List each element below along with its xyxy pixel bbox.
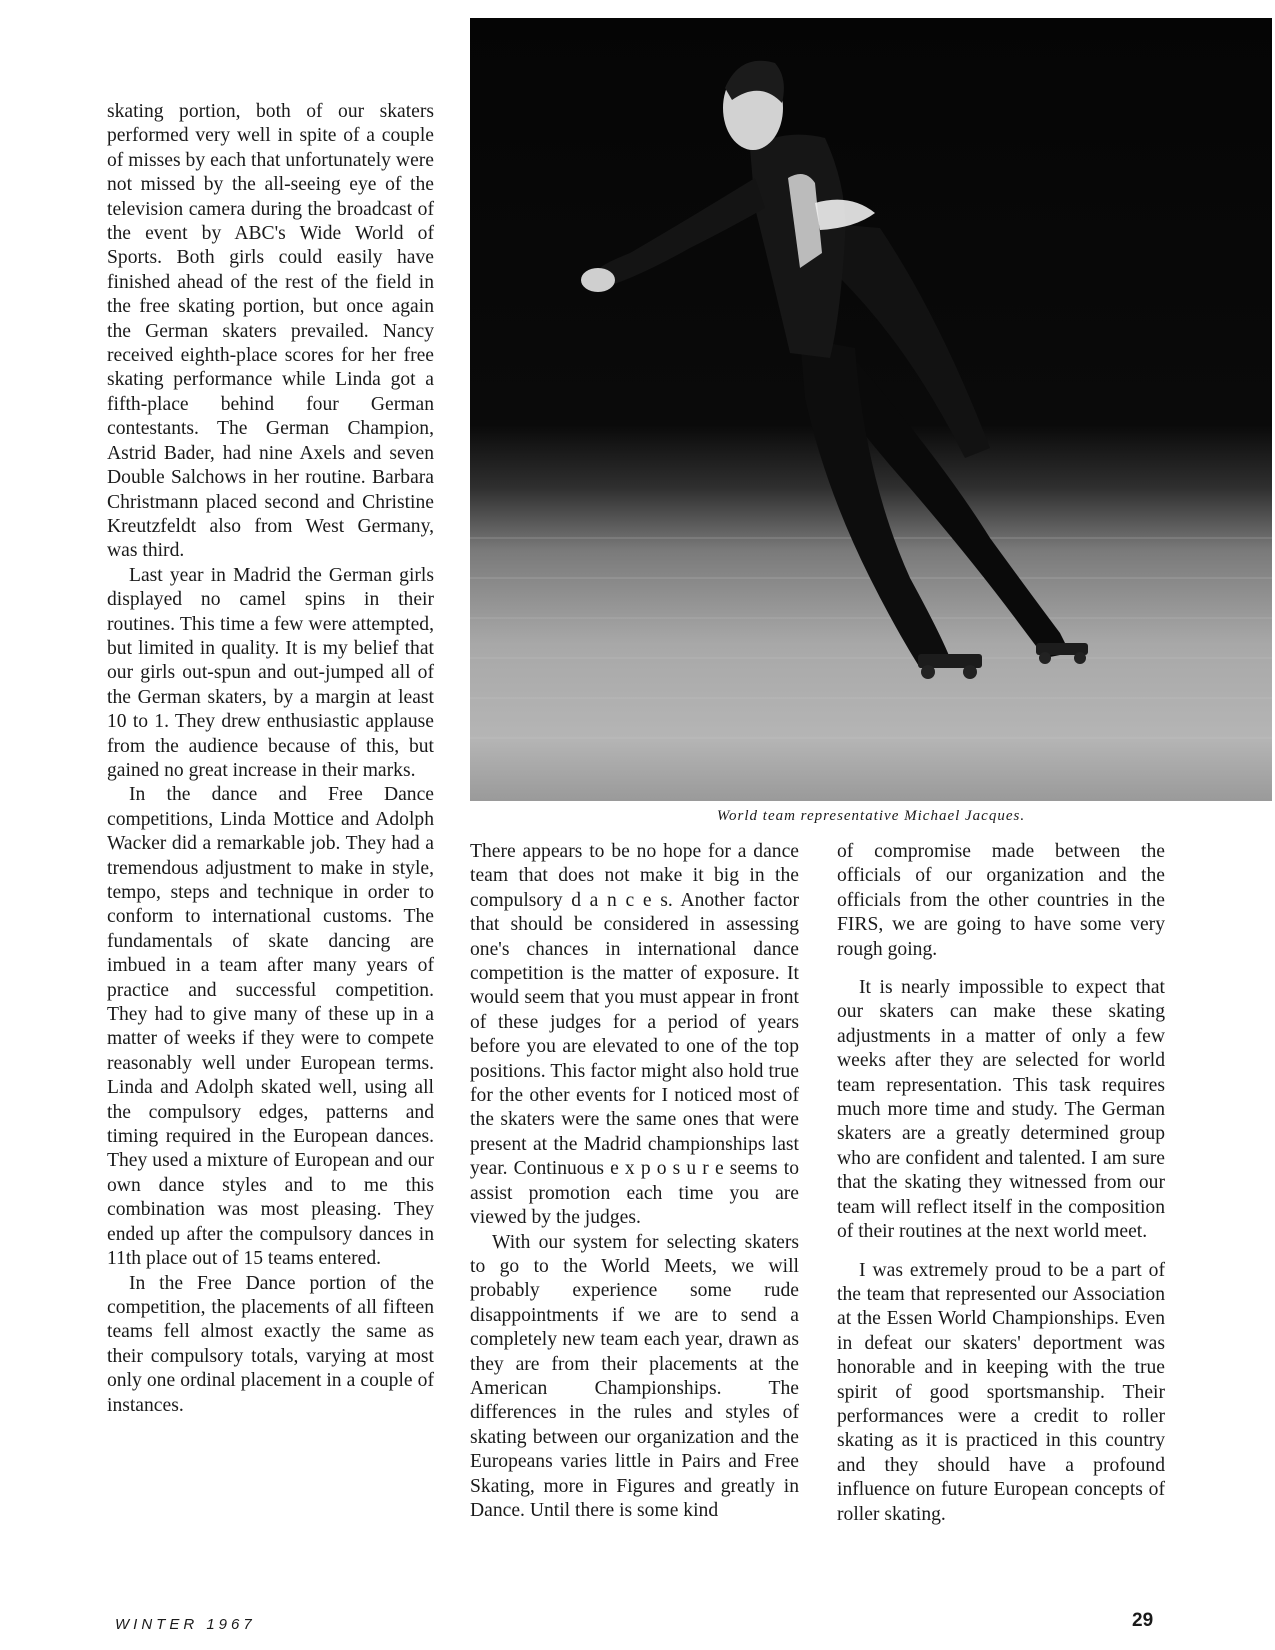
page-number: 29: [1132, 1610, 1154, 1631]
article-paragraph: In the dance and Free Dance competitions, Linda Mottice and Adolph Wacker did a remarkable job. They had a tremendous adjustment to make in style, tempo, steps and technique in order to conform to international customs. The fundamentals of skate dancing are imbued in a team after many years of practice and successful competition. They had to give many of these up in a matter of weeks if they were to compete reasonably well under European terms. Linda and Adolph skated well, using all the compulsory edges, patterns and timing required in the European dances. They used a mixture of European and our own dance styles and to me this combination was most pleasing. They ended up after the compulsory dances in 11th place out of 15 teams entered.: [107, 784, 434, 1270]
article-paragraph: It is nearly impossible to expect that our skaters can make these skating adjustments in a matter of only a few weeks after they are selected for world team representation. This task requires much more time and study. The German skaters are a greatly determined group who are confident and talented. I am sure that the skating they witnessed from our team will reflect itself in the composition of their routines at the next world meet.: [837, 977, 1165, 1243]
article-column-middle: [470, 840, 799, 1523]
article-column-right: [837, 840, 1165, 1527]
article-paragraph: In the Free Dance portion of the competition, the placements of all fifteen teams fell almost exactly the same as their compulsory totals, varying at most only one ordinal placement in a couple of instances.: [107, 1272, 434, 1416]
article-paragraph: of compromise made between the officials of our organization and the officials from the other countries in the FIRS, we are going to have some very rough going.: [837, 841, 1165, 960]
article-paragraph: Last year in Madrid the German girls displayed no camel spins in their routines. This time a few were attempted, but limited in quality. It is my belief that our girls out-spun and out-jumped all of the German skaters, by a margin at least 10 to 1. They drew enthusiastic applause from the audience because of this, but gained no great increase in their marks.: [107, 564, 434, 781]
article-paragraph: With our system for selecting skaters to go to the World Meets, we will probably experience some rude disappointments if we are to send a completely new team each year, drawn as they are from their placements at the American Championships. The differences in the rules and styles of skating between our organization and the Europeans varies little in Pairs and Free Skating, more in Figures and greatly in Dance. Until there is some kind: [470, 1231, 799, 1521]
photo-caption: World team representative Michael Jacques.: [716, 808, 1026, 824]
issue-label: WINTER 1967: [115, 1616, 256, 1633]
article-paragraph: There appears to be no hope for a dance team that does not make it big in the compulsory d a n c e s. Another factor that should be considered in assessing one's chances in international dance competition is the matter of exposure. It would seem that you must appear in front of these judges for a period of years before you are elevated to one of the top positions. This factor might also hold true for the other events for I noticed most of the skaters were the same ones that were present at the Madrid championships last year. Continuous e x p o s u r e seems to assist promotion each time you are viewed by the judges.: [470, 841, 799, 1229]
article-paragraph: skating portion, both of our skaters performed very well in spite of a couple of misses by each that unfortunately were not missed by the all-seeing eye of the television camera during the broadcast of the event by ABC's Wide World of Sports. Both girls could easily have finished ahead of the rest of the field in the free skating portion, but once again the German skaters prevailed. Nancy received eighth-place scores for her free skating performance while Linda got a fifth-place behind four German contestants. The German Champion, Astrid Bader, had nine Axels and seven Double Salchows in her routine. Barbara Christmann placed second and Christine Kreutzfeldt also from West Germany, was third.: [107, 101, 434, 562]
article-column-left: [107, 100, 434, 1418]
skater-photo: [470, 18, 1272, 801]
article-paragraph: I was extremely proud to be a part of the team that represented our Association at the Essen World Championships. Even in defeat our skaters' deportment was honorable and in keeping with the true spirit of good sportsmanship. Their performances were a credit to roller skating as it is practiced in this country and they should have a profound influence on future European concepts of roller skating.: [837, 1259, 1165, 1525]
skater-figure-illustration: [470, 18, 1272, 801]
